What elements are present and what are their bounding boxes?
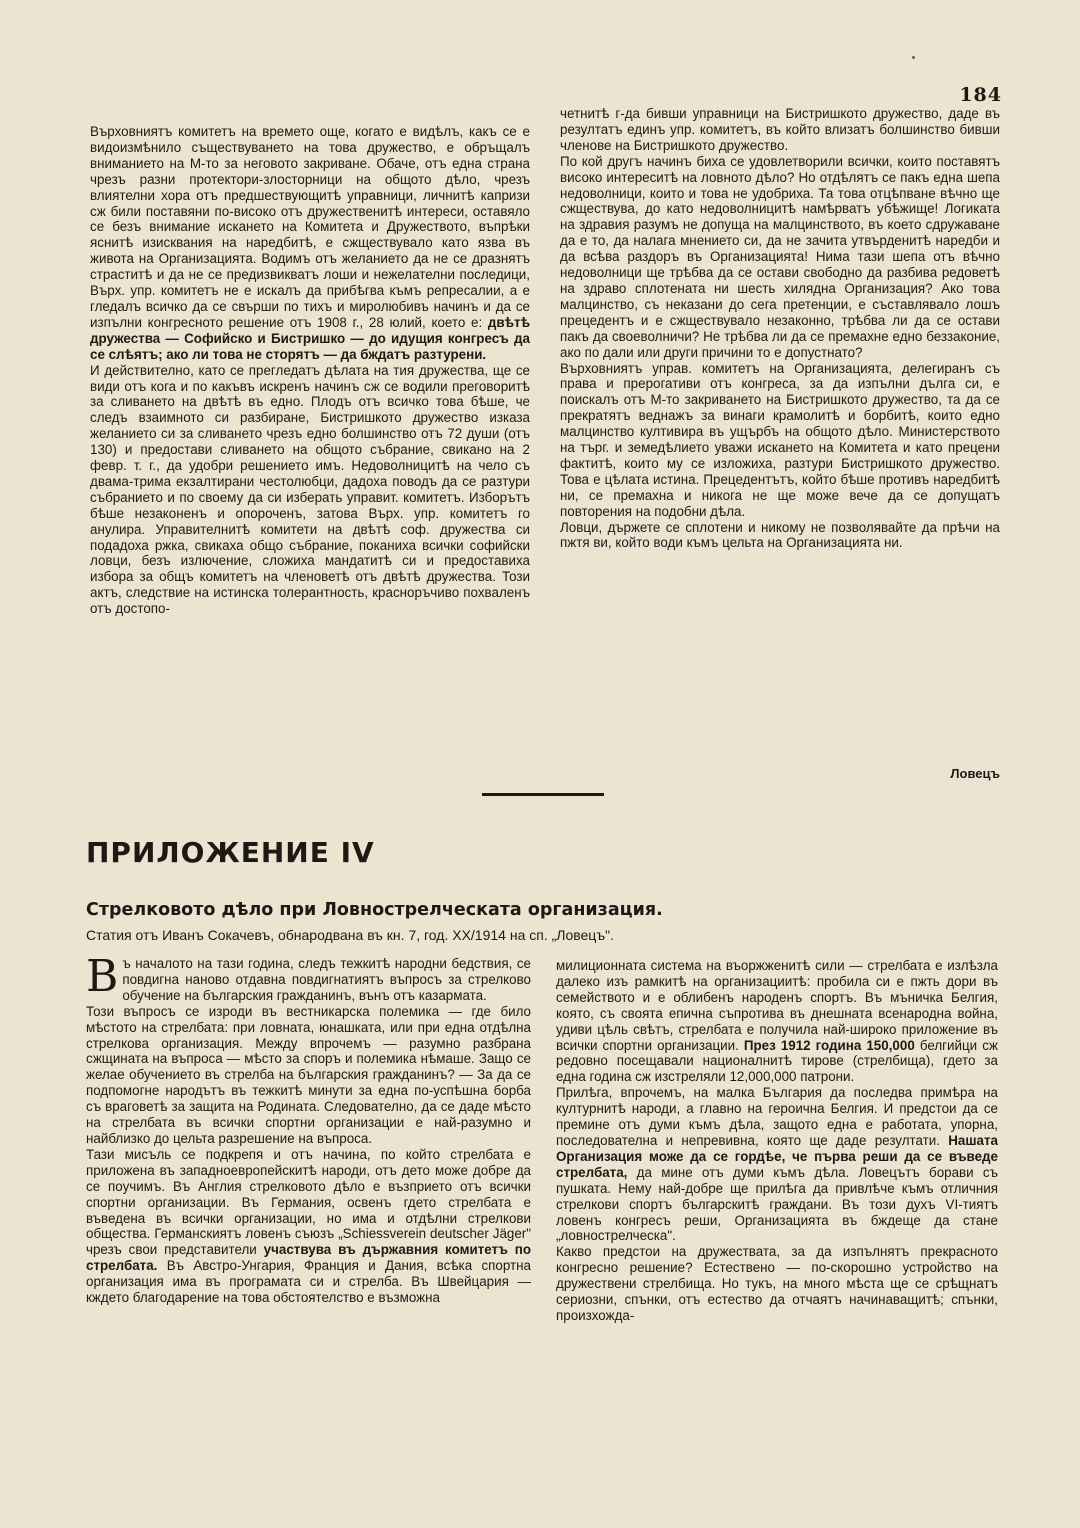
paragraph: Върховниятъ управ. комитетъ на Организацията, делегиранъ съ права и прерогативи отъ конгреса, за да изпълни дълга си, е поискалъ отъ М-то закриването на Бистришкото дружество, та да се прекратятъ веднажъ за винаги крамолитѣ и борбитѣ, които едно малцинство култивира въ ущърбъ на общото дѣло. Министерството на търг. и земедѣлието уважи искането на Комитета и като прецени фактитѣ, които му се изложиха, разтури Бистришкото дружество. Това е цѣлата истина. Прецедентътъ, който бѣше противъ наредбитѣ ни, се премахна и никога не ще може вече да се допущатъ повторения на подобни дѣла. — [560, 360, 1000, 519]
paragraph: Този въпросъ се изроди въ вестникарска полемика — где било мѣстото на стрелбата: при ловната, юнашката, или при една отдѣлна стрелкова организация. Между впрочемъ — разумно разбрана сжщината на въпроса — мѣсто за споръ и полемика нѣмаше. Защо се желае обучението въ стрелба на българския гражданинъ? — За да се подпомогне народътъ въ тежкитѣ минути за една по-успѣшна борба съ враговетѣ за защита на Родината. Следователно, да се даде мѣсто на стрелбата въ всички спортни организации е най-разумно и найблизко до цельта разрешение на въпроса. — [86, 1003, 531, 1146]
page-number: 184 — [959, 84, 1002, 106]
paragraph: Ловци, държете се сплотени и никому не позволявайте да прѣчи на пжтя ви, който води къмъ цельта на Организацията ни. — [560, 519, 1000, 551]
paragraph: Какво предстои на дружествата, за да изпълнятъ прекрасното конгресно решение? Естествено — по-скорошно устройство на дружествени стрелбища. Но тукъ, на много мѣста ще се срѣщнатъ сериозни, спънки, отъ естество да отчаятъ начинаващитѣ; спънки, произхожда- — [556, 1244, 998, 1323]
paragraph: Върховниятъ комитетъ на времето още, когато е видѣлъ, какъ се е видоизмѣнило съществуването на това дружество, е обръщалъ вниманието на М-то за неговото закриване. Обаче, отъ една страна чрезъ разни протектори-злосторници на общото дѣло, чрезъ влиятелни хора отъ предшествующитѣ управници, личнитѣ капризи сж били поставяни по-високо отъ дружественитѣ интереси, оставяло се безъ внимание искането на Комитета и Дружеството, въпрѣки яснитѣ изисквания на наредбитѣ, е сжществувало като язва въ живота на Организацията. Водимъ отъ желанието да не се дразнятъ страститѣ и да не се предизвикватъ лоши и нежелателни последици, Върх. упр. комитетъ не е искалъ да прибѣгва къмъ репресалии, а е гледалъ всичко да се свърши по тихъ и миролюбивъ начинъ и да се изпълни конгресното решение отъ 1908 г., 28 юлий, което е: двѣтѣ дружества — Софийско и Бистришко — до идущия конгресъ да се слѣятъ; ако ли това не сторятъ — да бждатъ разтурени. — [90, 124, 530, 362]
article-title: Стрелковото дѣло при Ловнострелческата организация. — [86, 900, 663, 920]
paragraph: И действително, като се прегледатъ дѣлата на тия дружества, ще се види отъ кога и по какъвъ искренъ начинъ сж се водили преговоритѣ за сливането на двѣтѣ въ едно. Плодъ отъ всичко това бѣше, че следъ взаимното си разбиране, Бистришкото дружество изказа желанието си за сливането чрезъ едно болшинство отъ 72 души (отъ 130) и предостави сливането на общото събрание, свикано на 2 февр. т. г., да удобри решението имъ. Недоволницитѣ на чело съ двама-трима екзалтирани честолюбци, дадоха поводъ да се разтури събранието и по своему да си изберать управит. комитетъ. Изборътъ бѣше незаконенъ и опороченъ, затова Върх. упр. комитетъ го анулира. Управителнитѣ комитети на двѣтѣ соф. дружества си подадоха ржка, свикаха общо събрание, поканиха всички софийски ловци, безъ излючение, сложиха мандатитѣ си и предоставиха избора за общъ комитетъ на членоветѣ отъ двѣтѣ дружества. Този актъ, следствие на истинска толерантность, красноръчиво похваленъ отъ достопо- — [90, 362, 530, 617]
paragraph: По кой другъ начинъ биха се удовлетворили всички, които поставятъ високо интереситѣ на ловното дѣло? Но отдѣлятъ се пакъ една шепа недоволници, които и това не удобриха. Та това отцѣпване вѣчно ще сжществува, до като недоволницитѣ намѣрватъ убѣжище! Логиката на здравия разумъ не допуща на малцинството, въ което сдружаване да е то, да налага мнението си, да не зачита утвърденитѣ наредби и да всѣва раздоръ въ Организацията! Нима тази шепа отъ вѣчно недоволници ще трѣбва да се остави свободно да разбива редоветѣ на здраво сплотената ни шесть хилядна Организация? Ако това малцинство, съ неказани до сега претенции, е съставлявало лошъ прецедентъ и е сжществувало незаконно, трѣбва ли да се остави пакъ да своеволничи? Не трѣбва ли да се премахне едно беззаконие, ако по дали или други причини то е допустнато? — [560, 153, 1000, 360]
bottom-left-column — [86, 951, 531, 1306]
paragraph: милиционната система на въоржженитѣ сили — стрелбата е излѣзла далеко изъ рамкитѣ на организациитѣ: пробила си е пжть дори въ семейството и е облибенъ народенъ спортъ. Въ мъничка Белгия, която, съ своята епична съпротива въ днешната всенародна война, удиви цѣль свѣтъ, стрелбата е получила най-широко приложение въ всички спортни организации. През 1912 година 150,000 белгийци сж редовно посещавали националнитѣ тирове (стрелбища), гдето за една година сж изстреляли 12,000,000 патрони. — [556, 958, 998, 1085]
paper-speck — [912, 56, 915, 59]
article-subtitle: Статия отъ Иванъ Сокачевъ, обнародвана въ кн. 7, год. XX/1914 на сп. „Ловецъ". — [86, 927, 614, 943]
paragraph: Прилѣга, впрочемъ, на малка България да последва примѣра на културнитѣ народи, а главно на героична Белгия. И предстои да се премине отъ думи къмъ дѣла, защото една е работата, упорна, последователна и непревивна, която ще даде резултати. Нашата Организация може да се гордѣе, че първа реши да се въведе стрелбата, да мине отъ думи къмъ дѣла. Ловецътъ борави съ пушката. Нему най-добре ще прилѣга да привлѣче къмъ отличния стрелкови спортъ българскитѣ граждани. Въ този духъ VI-тиятъ ловенъ конгресъ реши, Организацията въ бждеще да стане „ловнострелческа". — [556, 1085, 998, 1244]
section-divider — [482, 793, 604, 796]
appendix-title: ПРИЛОЖЕНИЕ IV — [86, 836, 375, 869]
paragraph: четнитѣ г-да бивши управници на Бистришкото дружество, даде въ резултатъ единъ упр. комитетъ, въ който влизатъ болшинство бивши членове на Бистришкото дружество. — [560, 106, 1000, 153]
paragraph: Тази мисъль се подкрепя и отъ начина, по който стрелбата е приложена въ западноевропейскитѣ народи, отъ дето може добре да се поучимъ. Въ Англия стрелковото дѣло е възприето отъ всички спортни организации. Въ Германия, освенъ гдето стрелбата е въведена въ всички организации, но има и отдѣлни стрелкови общества. Германскиятъ ловенъ съюзъ „Schiessverein deutscher Jäger" чрезъ свои представители участвува въ държавния комитетъ по стрелбата. Въ Австро-Унгария, Франция и Дания, всѣка спортна организация има въ програмата си и стрелба. Въ Швейцария — кждето благодарение на това обстоятелство е възможна — [86, 1146, 531, 1306]
top-right-column — [560, 106, 1000, 551]
top-left-column — [90, 124, 530, 617]
drop-cap: В — [86, 951, 119, 1002]
paragraph: Въ началото на тази година, следъ тежкитѣ народни бедствия, се повдигна наново отдавна повдигнатиятъ въпросъ за стрелково обучение на българския гражданинъ, вънъ отъ казармата. — [86, 951, 531, 1003]
author-signature: Ловецъ — [950, 766, 1000, 781]
bottom-right-column — [556, 958, 998, 1324]
